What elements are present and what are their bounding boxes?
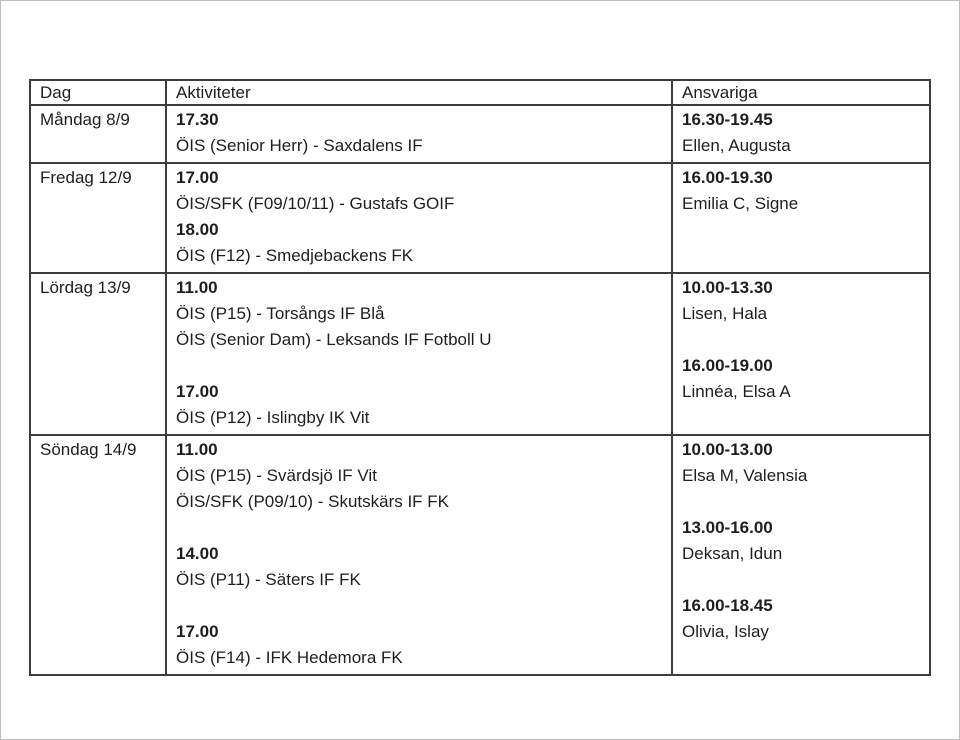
time-line: 17.00 <box>176 168 219 187</box>
responsible-cell <box>672 163 930 273</box>
text-line: ÖIS (Senior Herr) - Saxdalens IF <box>176 136 423 155</box>
time-line: 16.30-19.45 <box>682 110 773 129</box>
schedule-table <box>29 79 931 676</box>
blank-line <box>176 353 665 379</box>
time-line: 10.00-13.00 <box>682 440 773 459</box>
activities-cell <box>166 435 672 675</box>
time-line: 17.30 <box>176 110 219 129</box>
header-ansvariga: Ansvariga <box>672 80 930 105</box>
responsible-cell <box>672 435 930 675</box>
activities-cell <box>166 163 672 273</box>
text-line: Olivia, Islay <box>682 622 769 641</box>
day-cell: Lördag 13/9 <box>30 273 166 435</box>
text-line: Elsa M, Valensia <box>682 466 808 485</box>
text-line: ÖIS/SFK (P09/10) - Skutskärs IF FK <box>176 492 450 511</box>
text-line: Ellen, Augusta <box>682 136 791 155</box>
activities-cell <box>166 105 672 163</box>
text-line: Emilia C, Signe <box>682 194 799 213</box>
table-row <box>30 273 930 435</box>
time-line: 16.00-19.30 <box>682 168 773 187</box>
text-line: ÖIS (P12) - Islingby IK Vit <box>176 408 370 427</box>
time-line: 14.00 <box>176 544 219 563</box>
time-line: 17.00 <box>176 622 219 641</box>
table-row <box>30 163 930 273</box>
text-line: Linnéa, Elsa A <box>682 382 791 401</box>
header-aktiviteter: Aktiviteter <box>166 80 672 105</box>
time-line: 17.00 <box>176 382 219 401</box>
time-line: 16.00-19.00 <box>682 356 773 375</box>
time-line: 11.00 <box>176 440 218 459</box>
blank-line <box>176 593 665 619</box>
day-cell: Måndag 8/9 <box>30 105 166 163</box>
text-line: ÖIS (Senior Dam) - Leksands IF Fotboll U <box>176 330 492 349</box>
header-row <box>30 80 930 105</box>
text-line: Lisen, Hala <box>682 304 768 323</box>
table-row <box>30 105 930 163</box>
text-line: ÖIS (P11) - Säters IF FK <box>176 570 361 589</box>
day-cell: Söndag 14/9 <box>30 435 166 675</box>
text-line: ÖIS (P15) - Svärdsjö IF Vit <box>176 466 377 485</box>
time-line: 10.00-13.30 <box>682 278 773 297</box>
header-dag: Dag <box>30 80 166 105</box>
blank-line <box>682 489 923 515</box>
blank-line <box>176 515 665 541</box>
text-line: ÖIS (F14) - IFK Hedemora FK <box>176 648 403 667</box>
blank-line <box>682 567 923 593</box>
time-line: 13.00-16.00 <box>682 518 773 537</box>
day-cell: Fredag 12/9 <box>30 163 166 273</box>
blank-line <box>682 327 923 353</box>
responsible-cell <box>672 273 930 435</box>
text-line: ÖIS/SFK (F09/10/11) - Gustafs GOIF <box>176 194 455 213</box>
text-line: ÖIS (P15) - Torsångs IF Blå <box>176 304 385 323</box>
time-line: 11.00 <box>176 278 218 297</box>
text-line: ÖIS (F12) - Smedjebackens FK <box>176 246 414 265</box>
activities-cell <box>166 273 672 435</box>
responsible-cell <box>672 105 930 163</box>
time-line: 16.00-18.45 <box>682 596 773 615</box>
table-row <box>30 435 930 675</box>
time-line: 18.00 <box>176 220 219 239</box>
text-line: Deksan, Idun <box>682 544 783 563</box>
